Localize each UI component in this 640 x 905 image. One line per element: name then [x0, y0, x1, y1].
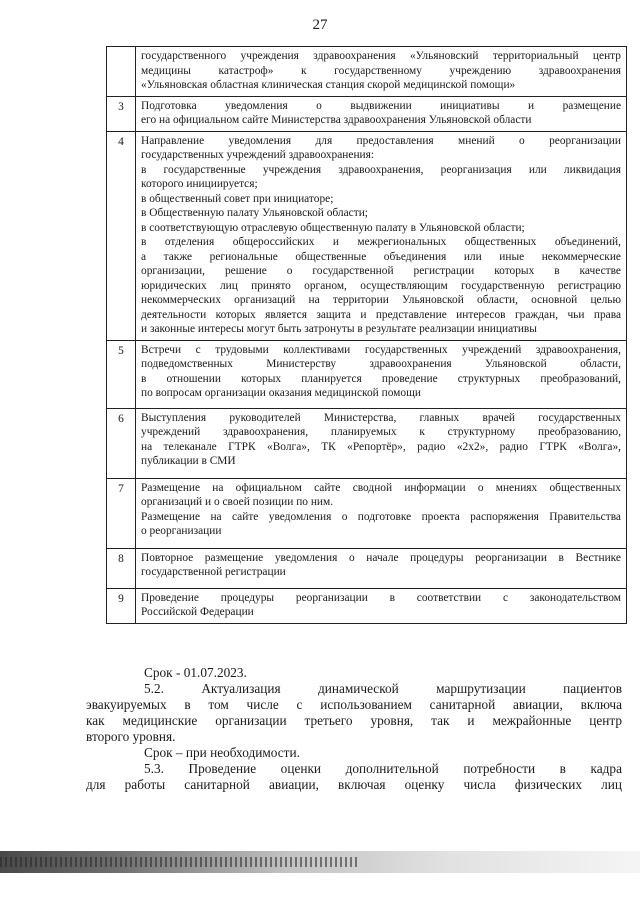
- table-row: [107, 478, 627, 548]
- step-description-line: о реорганизации: [141, 525, 222, 537]
- table-row: [107, 47, 627, 97]
- step-number: 9: [107, 588, 136, 623]
- paragraph-5-2-line: второго уровня.: [86, 729, 176, 744]
- step-description-line: Направление уведомления для предоставления мнений о реорганизации: [141, 134, 621, 147]
- step-description-line: Встречи с трудовыми коллективами государственных учреждений здравоохранения,: [141, 343, 621, 356]
- paragraph-5-2-line: 5.2. Актуализация динамической маршрутизации пациентов: [144, 681, 622, 696]
- paragraph-5-3-line: 5.3. Проведение оценки дополнительной потребности в кадра: [144, 761, 622, 776]
- table-row: [107, 96, 627, 131]
- step-description-line: в Общественную палату Ульяновской области;: [141, 207, 368, 219]
- step-description-line: учреждений здравоохранения, планируемых к структурному преобразованию,: [141, 426, 621, 438]
- step-description-line: в государственные учреждения здравоохранения, реорганизация или ликвидация: [141, 163, 621, 176]
- step-description-line: в общественный совет при инициаторе;: [141, 192, 334, 205]
- step-description-line: государственных учреждений здравоохранения:: [141, 149, 375, 161]
- step-description: [136, 131, 627, 340]
- step-description-line: Подготовка уведомления о выдвижении инициативы и размещение: [141, 99, 621, 112]
- step-number: 4: [107, 131, 136, 340]
- step-description: [136, 588, 627, 623]
- table-row: [107, 588, 627, 623]
- step-number: 5: [107, 340, 136, 408]
- step-description: [136, 408, 627, 478]
- step-description-line: некоммерческих организаций на территории Ульяновской области, основной целью: [141, 294, 621, 306]
- step-number: 3: [107, 96, 136, 131]
- step-description-line: государственного учреждения здравоохранения «Ульяновский территориальный центр: [141, 50, 621, 62]
- step-description: [136, 548, 627, 588]
- page-number: 27: [312, 17, 328, 33]
- deadline-line: Срок – при необходимости.: [144, 745, 300, 760]
- step-description-line: организации, решение о государственной регистрации которых в качестве: [141, 265, 621, 277]
- step-description-line: на телеканале ГТРК «Волга», ТК «Репортёр», радио «2х2», радио ГТРК «Волга»,: [141, 440, 621, 453]
- step-description-line: государственной регистрации: [141, 566, 286, 578]
- step-number: 8: [107, 548, 136, 588]
- step-description-line: его на официальном сайте Министерства здравоохранения Ульяновской области: [141, 114, 532, 126]
- step-description-line: которого инициируется;: [141, 178, 258, 190]
- step-number: 7: [107, 478, 136, 548]
- step-description: [136, 96, 627, 131]
- paragraph-5-2-line: эвакуируемых в том числе с использованием санитарной авиации, включа: [86, 697, 622, 712]
- step-description-line: Размещение на сайте уведомления о подготовке проекта распоряжения Правительства: [141, 510, 621, 523]
- step-description-line: организаций и о своей позиции по ним.: [141, 496, 334, 508]
- step-description-line: Проведение процедуры реорганизации в соответствии с законодательством: [141, 591, 621, 604]
- step-description-line: Повторное размещение уведомления о начале процедуры реорганизации в Вестнике: [141, 551, 621, 564]
- step-description-line: в отношении которых планируется проведение структурных преобразований,: [141, 372, 621, 385]
- step-description: [136, 340, 627, 408]
- paragraph-5-2-line: как медицинские организации третьего уровня, так и межрайонные центр: [86, 713, 622, 728]
- step-description-line: в соответствующую отраслевую общественную палату в Ульяновской области;: [141, 221, 525, 234]
- step-number: [107, 47, 136, 97]
- step-description-line: деятельности которых является защита и представление интересов граждан, чьи права: [141, 308, 621, 321]
- table-row: [107, 340, 627, 408]
- step-description-line: и законные интересы могут быть затронуты в результате реализации инициативы: [141, 323, 537, 335]
- step-description-line: в отделения общероссийских и межрегиональных общественных объединений,: [141, 236, 621, 248]
- step-description-line: Российской Федерации: [141, 606, 254, 618]
- step-description-line: юридических лиц принято органом, осуществляющим государственную регистрацию: [141, 279, 621, 292]
- step-description: [136, 478, 627, 548]
- step-description-line: медицины катастроф» к государственному учреждению здравоохранения: [141, 64, 621, 77]
- deadline-line: Срок - 01.07.2023.: [144, 665, 247, 680]
- step-description-line: по вопросам организации оказания медицинской помощи: [141, 387, 421, 399]
- step-description-line: подведомственных Министерству здравоохранения Ульяновской области,: [141, 358, 621, 370]
- table-row: [107, 548, 627, 588]
- step-number: 6: [107, 408, 136, 478]
- step-description-line: публикации в СМИ: [141, 455, 236, 467]
- paragraph-5-3-line: для работы санитарной авиации, включая оценку числа физических лиц: [86, 777, 622, 792]
- step-description-line: «Ульяновская областная клиническая станция скорой медицинской помощи»: [141, 79, 516, 91]
- step-description-line: Выступления руководителей Министерства, главных врачей государственных: [141, 411, 621, 424]
- document-body-text: [86, 665, 622, 793]
- table-row: [107, 408, 627, 478]
- step-description-line: Размещение на официальном сайте сводной информации о мнениях общественных: [141, 481, 621, 494]
- step-description-line: а также региональные общественные объединения или иные некоммерческие: [141, 250, 621, 263]
- reorganization-steps-table: [106, 46, 627, 624]
- scan-artifact: [0, 851, 640, 873]
- step-description: [136, 47, 627, 97]
- table-row: [107, 131, 627, 340]
